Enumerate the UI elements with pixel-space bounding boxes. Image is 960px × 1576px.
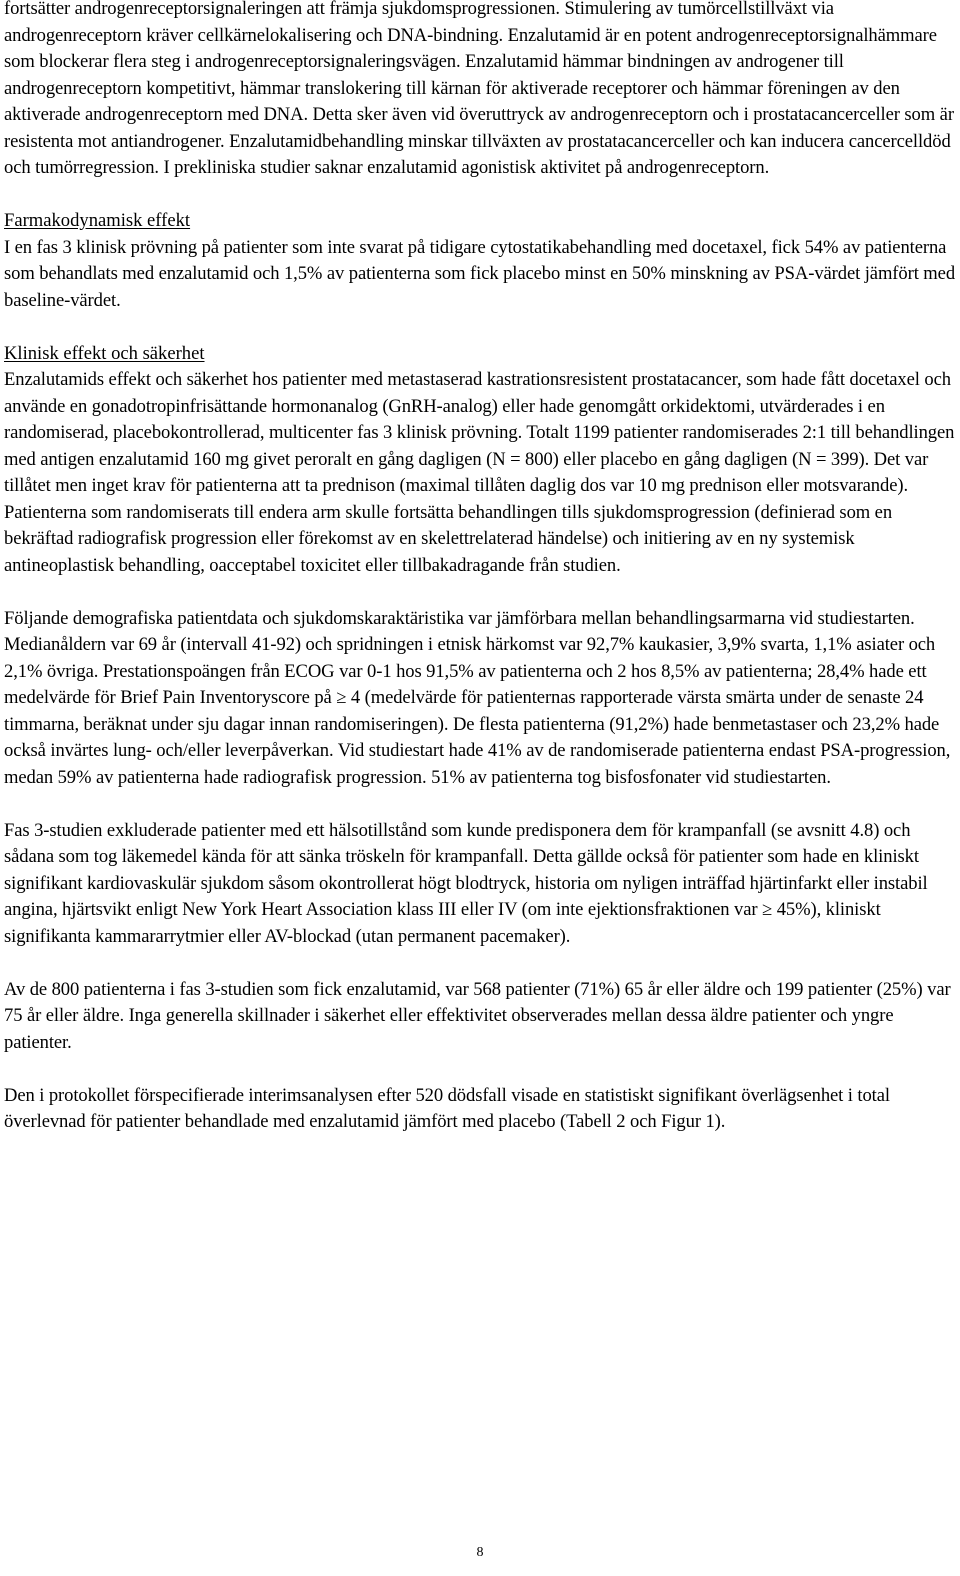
paragraph-gap — [4, 950, 956, 977]
paragraph-gap — [4, 791, 956, 818]
page-number: 8 — [476, 1545, 484, 1560]
heading-farmakodynamisk-effekt: Farmakodynamisk effekt — [4, 210, 191, 231]
paragraph-mechanism: fortsätter androgenreceptorsignaleringen att främja sjukdomsprogressionen. Stimulering av tumörcellstillväxt via androgenreceptorn kräver cellkärnelokalisering och DNA-bindning. Enzalutamid är en potent androgenreceptorsignalhämmare som blockerar flera steg i androgenreceptorsignaleringsvägen. Enzalutamid hämmar bindningen av androgener till androgenreceptorn kompetitivt, hämmar translokering till kärnan för aktiverade receptorer och hämmar föreningen av den aktiverade androgenreceptorn med DNA. Detta sker även vid överuttryck av androgenreceptorn och i prostatacancerceller som är resistenta mot antiandrogener. Enzalutamidbehandling minskar tillväxten av prostatacancerceller och kan inducera cancercelldöd och tumörregression. I prekliniska studier saknar enzalutamid agonistisk aktivitet på androgenreceptorn. — [4, 0, 954, 178]
paragraph-elderly: Av de 800 patienterna i fas 3-studien som fick enzalutamid, var 568 patienter (71%) 65 år eller äldre och 199 patienter (25%) var 75 år eller äldre. Inga generella skillnader i säkerhet eller effektivitet observerades mellan dessa äldre patienter och yngre patienter. — [4, 978, 951, 1053]
paragraph-clinical-trial: Enzalutamids effekt och säkerhet hos patienter med metastaserad kastrationsresistent prostatacancer, som hade fått docetaxel och använde en gonadotropinfrisättande hormonanalog (GnRH-analog) eller hade genomgått orkidektomi, utvärderades i en randomiserad, placebokontrollerad, multicenter fas 3 klinisk prövning. Totalt 1199 patienter randomiserades 2:1 till behandlingen med antigen enzalutamid 160 mg givet peroralt en gång dagligen (N = 800) eller placebo en gång dagligen (N = 399). Det var tillåtet men inget krav för patienterna att ta prednison (maximal tillåten daglig dos var 10 mg prednison eller motsvarande). Patienterna som randomiserats till endera arm skulle fortsätta behandlingen tills sjukdomsprogression (definierad som en bekräftad radiografisk progression eller förekomst av en skelettrelaterad händelse) och initiering av en ny systemisk antineoplastisk behandling, oacceptabel toxicitet eller tillbakadragande från studien. — [4, 369, 955, 576]
paragraph-gap — [4, 314, 956, 341]
paragraph-gap — [4, 1056, 956, 1083]
document-page — [4, 0, 956, 1136]
paragraph-gap — [4, 182, 956, 209]
paragraph-interim-analysis: Den i protokollet förspecifierade interimsanalysen efter 520 dödsfall visade en statistiskt signifikant överlägsenhet i total överlevnad för patienter behandlade med enzalutamid jämfört med placebo (Tabell 2 och Figur 1). — [4, 1084, 890, 1132]
paragraph-pharmacodynamic: I en fas 3 klinisk prövning på patienter som inte svarat på tidigare cytostatikabehandling med docetaxel, fick 54% av patienterna som behandlats med enzalutamid och 1,5% av patienterna som fick placebo minst en 50% minskning av PSA-värdet jämfört med baseline-värdet. — [4, 236, 956, 311]
heading-klinisk-effekt: Klinisk effekt och säkerhet — [4, 342, 205, 364]
paragraph-demographics: Följande demografiska patientdata och sjukdomskaraktäristika var jämförbara mellan behandlingsarmarna vid studiestarten. Medianåldern var 69 år (intervall 41-92) och spridningen i etnisk härkomst var 92,7% kaukasier, 3,9% svarta, 1,1% asiater och 2,1% övriga. Prestationspoängen från ECOG var 0-1 hos 91,5% av patienterna och 2 hos 8,5% av patienterna; 28,4% hade ett medelvärde för Brief Pain Inventoryscore på ≥ 4 (medelvärde för patienternas rapporterade värsta smärta under de senaste 24 timmarna, beräknat under sju dagar innan randomiseringen). De flesta patienterna (91,2%) hade benmetastaser och 23,2% hade också invärtes lung- och/eller leverpåverkan. Vid studiestart hade 41% av de randomiserade patienterna endast PSA-progression, medan 59% av patienterna hade radiografisk progression. 51% av patienterna tog bisfosfonater vid studiestarten. — [4, 607, 951, 788]
paragraph-exclusions: Fas 3-studien exkluderade patienter med ett hälsotillstånd som kunde predisponera dem för krampanfall (se avsnitt 4.8) och sådana som tog läkemedel kända för att sänka tröskeln för krampanfall. Detta gällde också för patienter som hade en kliniskt signifikant kardiovaskulär sjukdom såsom okontrollerat högt blodtryck, historia om nyligen inträffad hjärtinfarkt eller instabil angina, hjärtsvikt enligt New York Heart Association klass III eller IV (om inte ejektionsfraktionen var ≥ 45%), kliniskt signifikanta kammararrytmier eller AV-blockad (utan permanent pacemaker). — [4, 819, 928, 947]
paragraph-gap — [4, 579, 956, 606]
